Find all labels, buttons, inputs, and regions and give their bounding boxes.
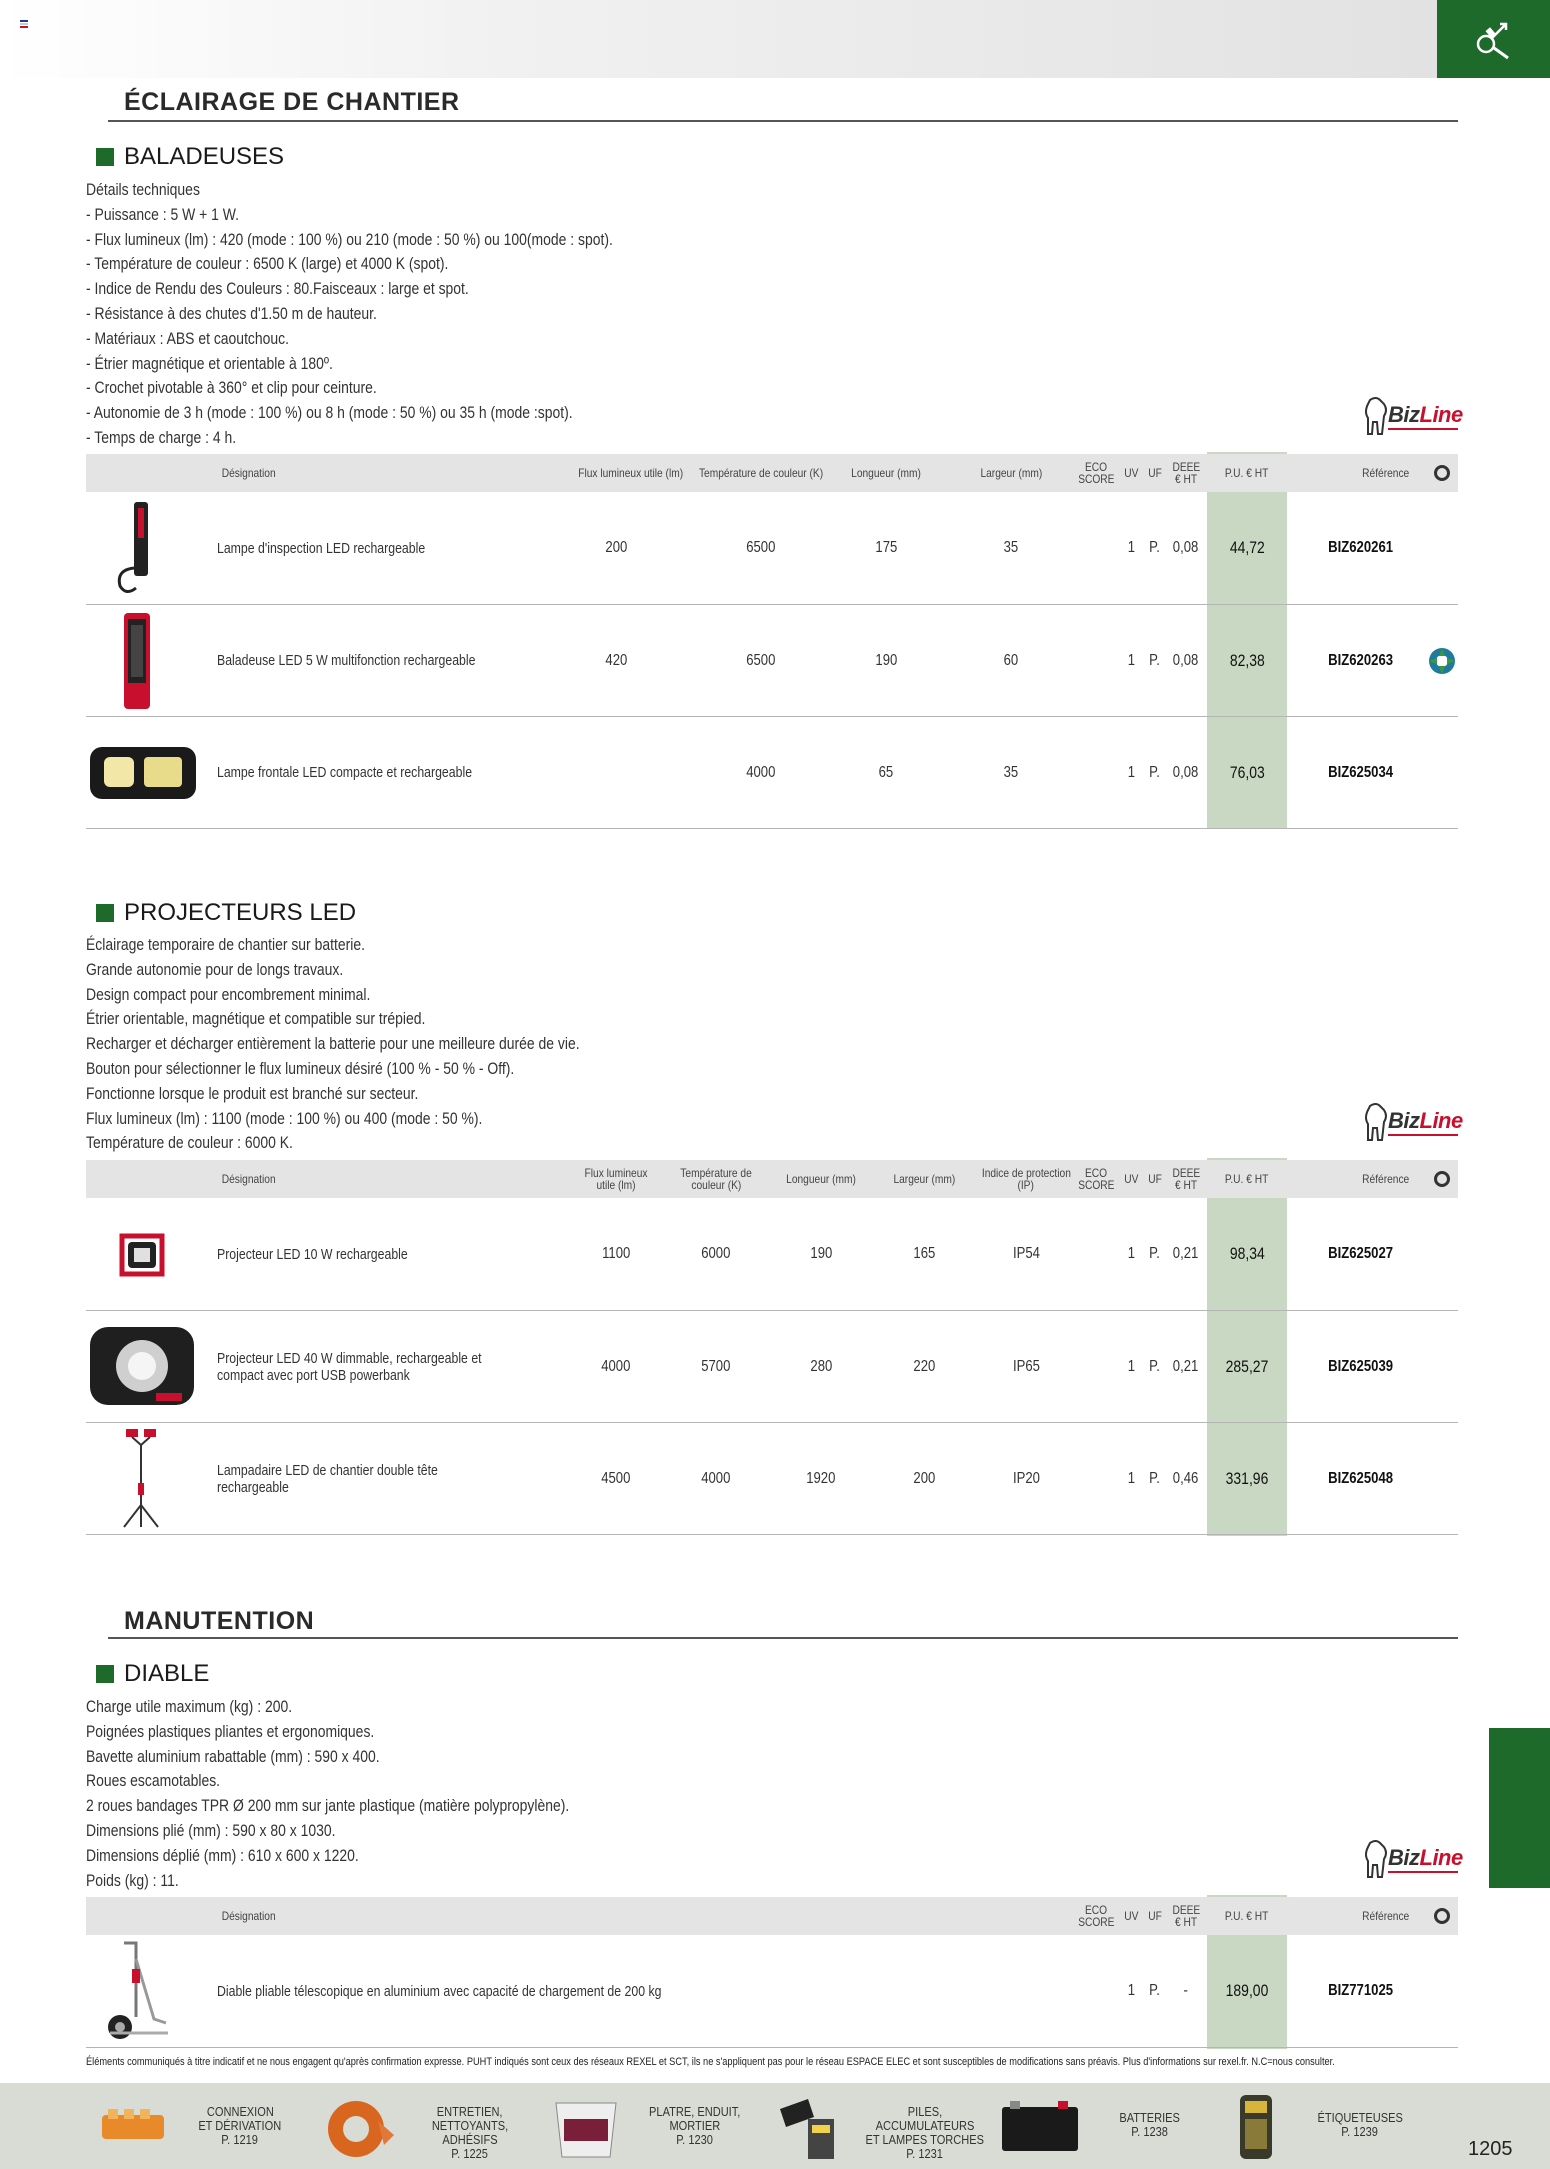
eco-label-icon — [1427, 646, 1457, 676]
footer-link-platre[interactable]: PLATRE, ENDUIT, MORTIER P. 1230 — [542, 2083, 772, 2169]
baladeuses-table-header: Désignation Flux lumineux utile (lm) Température de couleur (K) Longueur (mm) Largeur (mm) ECO SCORE UV UF DEEE € HT P.U. € HT Référence — [86, 454, 1458, 492]
bullet-square-icon — [96, 904, 114, 922]
recycle-icon — [1434, 1171, 1450, 1187]
table-row[interactable]: Diable pliable télescopique en aluminium avec capacité de chargement de 200 kg 1 P. - 189,00 BIZ771025 — [86, 1935, 1458, 2048]
subsection-title-diable: DIABLE — [96, 1660, 209, 1688]
bullet-square-icon — [96, 1665, 114, 1683]
bizline-logo: BizLine — [1362, 1837, 1462, 1881]
bizline-logo: BizLine — [1362, 394, 1462, 438]
flag-icon — [20, 20, 28, 28]
projecteurs-description: Éclairage temporaire de chantier sur batterie. Grande autonomie pour de longs travaux. Design compact pour encombrement minimal. Étrier orientable, magnétique et compatible sur trépied. Recharger et décharger entièrement la batterie pour une meilleure durée de vie. Bouton pour sélectionner le flux lumineux désiré (100 % - 50 % - Off). Fonctionne lorsque le produit est branché sur secteur. Flux lumineux (lm) : 1100 (mode : 100 %) ou 400 (mode : 50 %). Température de couleur : 6000 K. — [86, 935, 580, 1153]
side-index-tab[interactable] — [1489, 1728, 1550, 1888]
tape-image — [318, 2091, 396, 2163]
table-row[interactable]: Projecteur LED 10 W rechargeable 1100 6000 190 165 IP54 1 P. 0,21 98,34 BIZ625027 — [86, 1198, 1458, 1311]
footer-link-entretien[interactable]: ENTRETIEN, NETTOYANTS, ADHÉSIFS P. 1225 — [312, 2083, 542, 2169]
recycle-icon — [1434, 1908, 1450, 1924]
table-row[interactable]: Lampe d'inspection LED rechargeable 200 6500 175 35 1 P. 0,08 44,72 BIZ620261 — [86, 492, 1458, 605]
bizline-logo: BizLine — [1362, 1100, 1462, 1144]
bear-logo-icon — [1362, 396, 1390, 436]
bullet-square-icon — [96, 148, 114, 166]
section-rule — [108, 120, 1458, 122]
inspection-lamp-image — [112, 498, 162, 598]
flashlight-image — [772, 2091, 848, 2163]
bear-logo-icon — [1362, 1102, 1390, 1142]
table-row[interactable]: Lampe frontale LED compacte et rechargeable 4000 65 35 1 P. 0,08 76,03 BIZ625034 — [86, 717, 1458, 829]
bear-logo-icon — [1362, 1839, 1390, 1879]
section-title-manutention: MANUTENTION — [124, 1607, 315, 1635]
recycle-icon — [1434, 465, 1450, 481]
section-title-eclairage: ÉCLAIRAGE DE CHANTIER — [124, 88, 460, 116]
work-light-image — [112, 609, 162, 713]
plaster-bucket-image — [546, 2091, 626, 2163]
page-number: 1205 — [1468, 2138, 1513, 2160]
diable-table-header: Désignation ECO SCORE UV UF DEEE € HT P.U. € HT Référence — [86, 1897, 1458, 1935]
footer-link-connexion[interactable]: CONNEXION ET DÉRIVATION P. 1219 — [90, 2083, 320, 2169]
baladeuses-description: Détails techniques - Puissance : 5 W + 1 W. - Flux lumineux (lm) : 420 (mode : 100 %) ou 210 (mode : 50 %) ou 100(mode : spot). - Température de couleur : 6500 K (large) et 4000 K (spot). - Indice de Rendu des Couleurs : 80.Faisceaux : large et spot. - Résistance à des chutes d'1.50 m de hauteur. - Matériaux : ABS et caoutchouc. - Étrier magnétique et orientable à 180º. - Crochet pivotable à 360° et clip pour ceinture. - Autonomie de 3 h (mode : 100 %) ou 8 h (mode : 50 %) ou 35 h (mode :spot). - Temps de charge : 4 h. — [86, 180, 613, 447]
table-row[interactable]: Lampadaire LED de chantier double tête rechargeable 4500 4000 1920 200 IP20 1 P. 0,46 331,96 BIZ625048 — [86, 1423, 1458, 1535]
headlamp-image — [88, 743, 198, 803]
top-banner — [0, 0, 1437, 78]
footer-link-batteries[interactable]: BATTERIES P. 1238 — [1000, 2083, 1220, 2169]
diable-description: Charge utile maximum (kg) : 200. Poignées plastiques pliantes et ergonomiques. Bavette aluminium rabattable (mm) : 590 x 400. Roues escamotables. 2 roues bandages TPR Ø 200 mm sur jante plastique (matière polypropylène). Dimensions plié (mm) : 590 x 80 x 1030. Dimensions déplié (mm) : 610 x 600 x 1220. Poids (kg) : 11. — [86, 1697, 570, 1890]
label-printer-image — [1236, 2091, 1276, 2163]
footer-link-etiqueteuses[interactable]: ÉTIQUETEUSES P. 1239 — [1210, 2083, 1440, 2169]
section-rule — [108, 1637, 1458, 1639]
hand-truck-image — [106, 1939, 176, 2043]
footer-link-piles[interactable]: PILES, ACCUMULATEURS ET LAMPES TORCHES P. 1231 — [770, 2083, 1010, 2169]
subsection-title-baladeuses: BALADEUSES — [96, 143, 284, 171]
category-tab[interactable] — [1437, 0, 1550, 78]
tools-icon — [1472, 18, 1516, 62]
tripod-light-image — [116, 1427, 166, 1531]
projecteurs-table-header: Désignation Flux lumineux utile (lm) Température de couleur (K) Longueur (mm) Largeur (mm) Indice de protection (IP) ECO SCORE UV UF DEEE € HT P.U. € HT Référence — [86, 1160, 1458, 1198]
battery-image — [1000, 2099, 1080, 2155]
floodlight-40w-image — [86, 1319, 198, 1413]
subsection-title-projecteurs: PROJECTEURS LED — [96, 899, 356, 927]
table-row[interactable]: Baladeuse LED 5 W multifonction rechargeable 420 6500 190 60 1 P. 0,08 82,38 BIZ620263 — [86, 605, 1458, 717]
floodlight-10w-image — [116, 1226, 168, 1282]
connector-image — [94, 2091, 174, 2161]
table-row[interactable]: Projecteur LED 40 W dimmable, rechargeable et compact avec port USB powerbank 4000 5700 280 220 IP65 1 P. 0,21 285,27 BIZ625039 — [86, 1311, 1458, 1423]
legal-footnote: Éléments communiqués à titre indicatif et ne nous engagent qu'après confirmation expresse. PUHT indiqués sont ceux des réseaux REXEL et SCT, ils ne s'appliquent pas pour le réseau ESPACE ELEC et sont susceptibles de modifications sans préavis. Plus d'informations sur rexel.fr. N.C=nous consulter. — [86, 2056, 1335, 2068]
category-footer — [0, 2083, 1550, 2169]
